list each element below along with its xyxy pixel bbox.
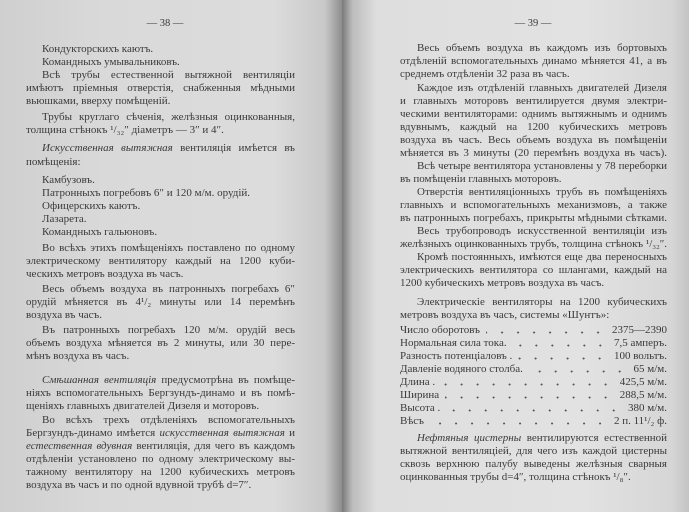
text-line: [42, 142, 295, 154]
dot-leader: [441, 383, 614, 386]
text-line: [400, 134, 667, 146]
text-segment: Всѣ трубы естественной вытяжной вентиляціи: [42, 69, 295, 81]
text-line: [42, 56, 180, 68]
text-line: [417, 186, 667, 198]
text-segment: Въ патронныхъ погребахъ 120 м/м. орудій весь: [42, 324, 295, 336]
text-segment: вьюшками, вверху помѣщеній.: [26, 95, 171, 107]
spec-value: 7,5 амперъ.: [613, 337, 667, 349]
text-line: [42, 187, 250, 199]
text-segment: желѣзныхъ оцинкованныхъ трубъ, толщина стѣнокъ ¹/₃₂″.: [400, 238, 667, 250]
text-line: [42, 283, 295, 295]
spec-label: Давленіе водяного столба.: [400, 363, 523, 375]
text-segment: отдѣленіи установлено по одному электрическому вы-: [26, 453, 295, 465]
text-line: [26, 255, 295, 267]
text-line: [26, 82, 295, 94]
spec-value: 2 п. 11¹/₂ ф.: [613, 415, 667, 427]
dot-leader: [446, 409, 622, 412]
spec-value: 2375—2390: [612, 324, 667, 336]
text-segment: Командныхъ гальюновъ.: [42, 226, 158, 238]
italic-term: естественная вдувная: [26, 440, 133, 452]
text-segment: Лазарета.: [42, 213, 87, 225]
text-line: [417, 432, 667, 444]
text-line: [400, 458, 667, 470]
text-segment: Во всѣхъ этихъ помѣщеніяхъ поставлено по одному: [42, 242, 295, 254]
text-line: [42, 414, 295, 426]
text-line: [400, 108, 667, 120]
text-line: [400, 55, 667, 67]
text-segment: Кондукторскихъ каютъ.: [42, 43, 154, 55]
text-line: [42, 242, 295, 254]
spec-label: Число оборотовъ: [400, 324, 480, 336]
text-line: [400, 238, 667, 250]
text-line: [26, 156, 81, 168]
text-segment: и: [284, 427, 295, 439]
text-line: [42, 374, 295, 386]
text-line: [400, 121, 667, 133]
text-segment: воздуха въ часъ и по одной вдувной трубѣ d=7″.: [26, 479, 252, 491]
text-line: [400, 264, 667, 276]
text-segment: ческими вентиляторами: однимъ вытяжнымъ и однимъ: [400, 108, 667, 120]
text-line: [26, 95, 170, 107]
text-line: [42, 111, 295, 123]
italic-term: Смѣшанная вентиляція: [42, 374, 157, 386]
text-line: [42, 174, 95, 186]
text-line: [400, 95, 667, 107]
text-line: [26, 479, 251, 491]
text-segment: электрическому вентилятору каждый на 1200 куби-: [26, 255, 295, 267]
text-segment: Камбузовъ.: [42, 174, 95, 186]
spec-row: [400, 337, 667, 349]
text-segment: электрическихъ вентилятора со шлангами, каждый на: [400, 264, 667, 276]
spec-label: Ширина: [400, 389, 440, 401]
text-segment: и главныхъ моторовъ вентилируется двумя электри-: [400, 95, 667, 107]
text-line: [26, 466, 295, 478]
dot-leader: [445, 396, 614, 399]
spec-label: Нормальная сила тока.: [400, 337, 507, 349]
text-segment: Офицерскихъ каютъ.: [42, 200, 141, 212]
text-line: [26, 309, 102, 321]
italic-term: Искусственная вытяжная: [42, 142, 173, 154]
text-line: [26, 453, 295, 465]
text-segment: предусмотрѣна въ помѣще-: [156, 374, 295, 386]
spec-row: [400, 363, 667, 375]
text-segment: оцинкованныя трубы d=4″, толщина стѣнокъ ¹/₈″.: [400, 471, 631, 483]
text-segment: вентиляція имѣется въ: [172, 142, 295, 154]
text-segment: мѣнъ воздуха въ часъ.: [26, 350, 130, 362]
text-segment: воздуха въ часъ. Весь объемъ воздуха въ помѣщеніи: [400, 134, 667, 146]
text-segment: помѣщенія:: [26, 156, 81, 168]
dot-leader: [513, 344, 608, 347]
text-line: [400, 277, 604, 289]
text-segment: Командныхъ умывальниковъ.: [42, 56, 180, 68]
text-line: [42, 226, 157, 238]
spec-label: Разность потенціаловъ .: [400, 350, 513, 362]
text-line: [417, 42, 667, 54]
dot-leader: [518, 357, 608, 360]
text-line: [400, 471, 631, 483]
text-line: [26, 350, 129, 362]
text-segment: Весь объемъ воздуха въ каждомъ изъ бортовыхъ: [417, 42, 667, 54]
text-line: [42, 69, 295, 81]
text-segment: воздуха въ часъ.: [26, 309, 102, 321]
text-line: [26, 427, 295, 439]
spec-row: [400, 376, 667, 388]
text-segment: толщина стѣнокъ ¹/₃₂″ діаметръ — 3″ и 4″.: [26, 124, 224, 136]
text-line: [26, 387, 295, 399]
text-segment: отдѣленій вспомогательныхъ динамо мѣняется 41, а въ: [400, 55, 667, 67]
text-segment: 1200 кубическихъ метровъ воздуха въ часъ.: [400, 277, 605, 289]
italic-term: искусственная вытяжная: [159, 427, 285, 439]
dot-leader: [486, 331, 606, 334]
dot-leader: [529, 370, 628, 373]
spec-value: 380 м/м.: [628, 402, 667, 414]
text-line: [26, 440, 295, 452]
spec-row: [400, 415, 667, 427]
text-segment: вентиляція, для чего въ каждомъ: [132, 440, 295, 452]
spec-value: 425,5 м/м.: [619, 376, 667, 388]
text-segment: Весь трубопроводъ искусственной вентиляціи изъ: [417, 225, 667, 237]
spec-row: [400, 350, 667, 362]
text-line: [417, 225, 667, 237]
spec-row: [400, 324, 667, 336]
spec-label: Высота .: [400, 402, 441, 414]
text-segment: Трубы круглаго сѣченія, желѣзныя оцинкованныя,: [42, 111, 295, 123]
spec-value: 65 м/м.: [633, 363, 667, 375]
text-line: [417, 251, 667, 263]
spec-row: [400, 389, 667, 401]
text-segment: въ помѣщеніи главныхъ моторовъ.: [400, 173, 562, 185]
text-line: [400, 309, 609, 321]
text-segment: среднемъ отдѣленіи 32 раза въ часъ.: [400, 68, 570, 80]
text-segment: Во всѣхъ трехъ отдѣленіяхъ вспомогательныхъ: [42, 414, 295, 426]
text-line: [26, 268, 183, 280]
text-line: [26, 400, 259, 412]
text-line: [42, 324, 295, 336]
text-line: [26, 296, 295, 308]
text-line: [417, 82, 667, 94]
text-segment: Кромѣ постоянныхъ, имѣются еще два переносныхъ: [417, 251, 667, 263]
text-segment: вдувнымъ, каждый на 1200 кубическихъ метровъ: [400, 121, 667, 133]
text-segment: имѣютъ пріемныя отверстія, снабженныя мѣдными: [26, 82, 295, 94]
spec-label: Длина .: [400, 376, 436, 388]
text-line: [400, 68, 570, 80]
text-segment: Патронныхъ погребовъ 6″ и 120 м/м. орудій.: [42, 187, 251, 199]
text-line: [400, 212, 667, 224]
text-segment: ніяхъ вспомогательныхъ Бергзундъ-динамо и въ помѣ-: [26, 387, 295, 399]
text-segment: Отверстія вентиляціонныхъ трубъ въ помѣщеніяхъ: [417, 186, 667, 198]
spec-row: [400, 402, 667, 414]
text-segment: Электрическіе вентиляторы на 1200 кубическихъ: [417, 296, 667, 308]
text-segment: орудій мѣняется въ 4¹/₂ минуты или 14 перемѣнъ: [26, 296, 295, 308]
text-line: [400, 147, 667, 159]
page-number: — 38 —: [146, 18, 184, 29]
text-segment: Бергзундъ-динамо имѣется: [26, 427, 160, 439]
dot-leader: [430, 422, 608, 425]
text-line: [42, 43, 153, 55]
text-segment: мѣняется въ 3 минуты (20 перемѣнъ воздуха въ часъ).: [400, 147, 667, 159]
text-segment: тажному вентилятору на 1200 кубическихъ метровъ: [26, 466, 295, 478]
text-segment: сквозь верхнюю палубу выведены желѣзныя сварныя: [400, 458, 667, 470]
text-line: [26, 124, 224, 136]
text-line: [400, 445, 667, 457]
text-segment: вытяжной вентиляціей, для чего изъ каждой цистерны: [400, 445, 667, 457]
text-line: [42, 213, 87, 225]
text-segment: ческихъ метровъ воздуха въ часъ.: [26, 268, 184, 280]
text-line: [400, 173, 562, 185]
text-segment: метровъ воздуха въ часъ, системы «Шунтъ»:: [400, 309, 610, 321]
text-segment: щеніяхъ главныхъ двигателей Дизеля и моторовъ.: [26, 400, 260, 412]
italic-term: Нефтяныя цистерны: [417, 432, 522, 444]
text-segment: объемъ воздуха мѣняется въ 2 минуты, или 30 пере-: [26, 337, 295, 349]
text-segment: Всѣ четыре вентилятора установлены у 78 переборки: [417, 160, 667, 172]
text-segment: вентилируются естественной: [521, 432, 667, 444]
text-segment: Весь объемъ воздуха въ патронныхъ погребахъ 6″: [42, 283, 295, 295]
text-line: [26, 337, 295, 349]
text-segment: Каждое изъ отдѣленій главныхъ двигателей Дизеля: [417, 82, 667, 94]
text-line: [417, 296, 667, 308]
spec-value: 100 вольтъ.: [613, 350, 667, 362]
spec-value: 288,5 м/м.: [619, 389, 667, 401]
spec-label: Вѣсъ: [400, 415, 424, 427]
text-segment: главныхъ и вспомогательныхъ механизмовъ, а также: [400, 199, 667, 211]
text-line: [417, 160, 667, 172]
text-line: [42, 200, 140, 212]
page-number: — 39 —: [514, 18, 552, 29]
text-segment: въ патронныхъ погребахъ, прикрыты мѣдными сѣтками.: [400, 212, 667, 224]
text-line: [400, 199, 667, 211]
